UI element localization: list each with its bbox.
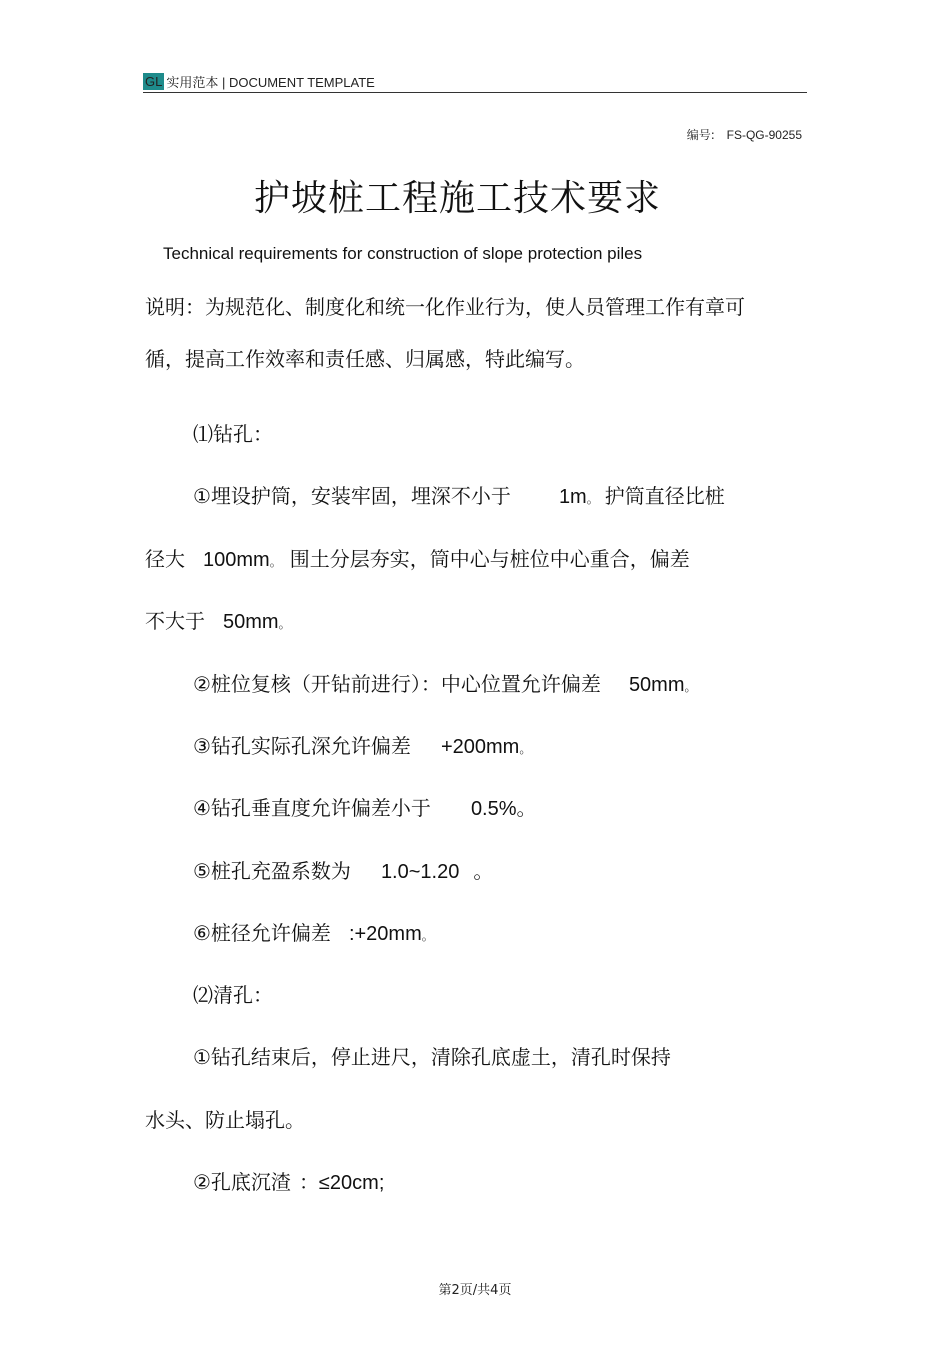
item-1-3 [193,730,531,759]
document-subtitle: Technical requirements for construction of slope protection piles [163,244,643,263]
item-1-1-line-3 [145,605,291,634]
item-1-1-text-e: 不大于 [145,609,205,633]
item-1-4-value: 0.5%。 [470,798,537,820]
item-1-5-text: ⑤桩孔充盈系数为 [193,859,351,883]
intro-line-1: 说明：为规范化、制度化和统一化作业行为，使人员管理工作有章可 [145,295,745,319]
item-2-2 [193,1166,384,1195]
item-1-2 [193,668,697,697]
item-2-2-text: ②孔底沉渣 [193,1170,291,1194]
item-1-5-value: 1.0~1.20 [380,861,460,883]
item-1-4-text: ④钻孔垂直度允许偏差小于 [193,796,431,820]
item-1-1-text-a: ①埋设护筒，安装牢固，埋深不小于 [193,484,511,508]
item-1-1-text-d: 围土分层夯实，筒中心与桩位中心重合，偏差 [289,547,690,571]
document-number [687,126,802,143]
item-1-4 [193,792,537,821]
section-2-title: ⑵清孔： [193,983,273,1007]
period-mark: 。 [278,617,291,631]
item-1-2-text: ②桩位复核（开钻前进行）：中心位置允许偏差 [193,672,601,696]
item-1-3-text: ③钻孔实际孔深允许偏差 [193,734,411,758]
item-2-1-line-2: 水头、防止塌孔。 [145,1108,305,1132]
period-mark: 。 [269,555,282,569]
period-mark: 。 [519,742,532,756]
item-1-1-value-b: 100mm [203,549,270,571]
item-1-3-value: +200mm [440,736,520,758]
item-1-6 [193,917,434,946]
item-1-6-text: ⑥桩径允许偏差 [193,921,331,945]
period-mark: 。 [421,929,434,943]
document-title: 护坡桩工程施工技术要求 [253,178,661,219]
item-1-1-line-1 [193,480,725,509]
header-text: 实用范本 | DOCUMENT TEMPLATE [166,74,375,90]
document-number-value: FS-QG-90255 [726,128,802,142]
item-1-2-value: 50mm [628,674,685,696]
item-1-1-line-2 [145,543,690,572]
section-1-title: ⑴钻孔： [193,422,273,446]
item-2-1-line-1: ①钻孔结束后，停止进尺，清除孔底虚土，清孔时保持 [193,1045,671,1069]
page-header [143,70,807,93]
item-2-2-value: ：≤20cm; [298,1172,385,1194]
item-1-1-value-a: 1m [558,486,587,508]
intro-line-2: 循，提高工作效率和责任感、归属感，特此编写。 [145,347,585,371]
item-1-5 [193,855,493,884]
item-1-1-text-c: 径大 [145,547,185,571]
period-mark: 。 [586,492,599,506]
item-1-6-value: :+20mm [348,923,422,945]
period-mark: 。 [684,680,697,694]
item-1-1-text-b: 护筒直径比桩 [604,484,725,508]
gl-logo: GL [145,73,163,89]
item-1-1-value-c: 50mm [223,611,279,633]
item-1-5-period: 。 [473,859,494,883]
document-number-label: 编号: [686,128,715,142]
page-footer: 第2页/共4页 [438,1283,512,1298]
